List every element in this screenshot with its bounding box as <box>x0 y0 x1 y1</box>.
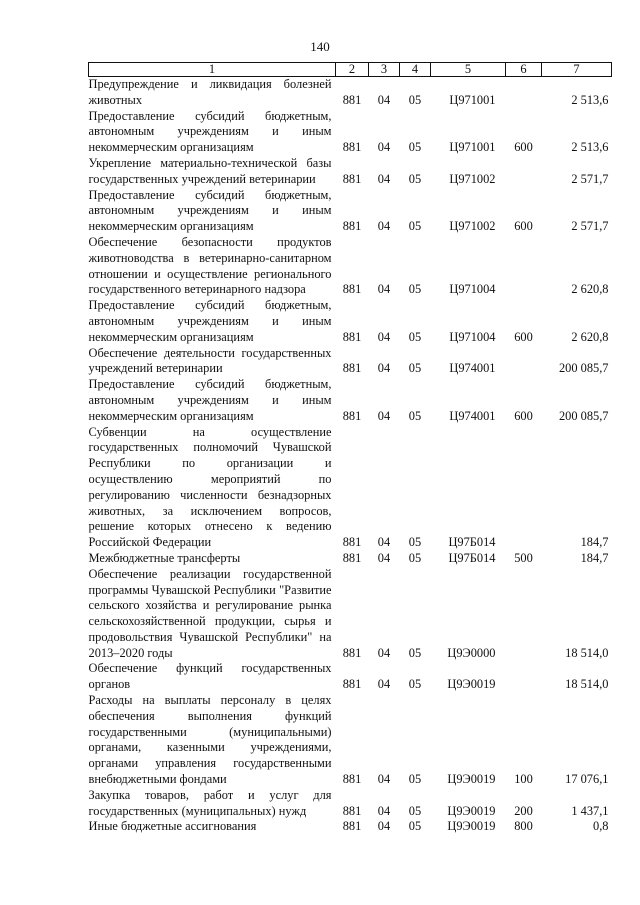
row-section: 04 <box>377 408 391 423</box>
row-expense-type: 500 <box>514 550 533 565</box>
row-target-code: Ц971001 <box>449 92 496 107</box>
row-target-code: Ц974001 <box>449 408 496 423</box>
row-name: Обеспечение деятельности государственных учреждений ветеринарии <box>88 345 332 376</box>
row-name: Иные бюджетные ассигнования <box>88 819 257 834</box>
row-target-code: Ц971002 <box>449 171 496 186</box>
table-row <box>89 188 612 235</box>
row-name: Межбюджетные трансферты <box>88 550 241 565</box>
row-section: 04 <box>377 140 391 155</box>
row-target-code: Ц9Э0019 <box>447 819 496 834</box>
row-expense-type <box>506 77 542 109</box>
table-row <box>89 235 612 298</box>
table-row <box>89 693 612 788</box>
row-grbs: 881 <box>342 140 362 155</box>
row-section: 04 <box>377 329 391 344</box>
header-col-4: 4 <box>400 63 431 77</box>
row-target-code: Ц971004 <box>449 282 496 297</box>
row-target-code: Ц9Э0000 <box>447 645 496 660</box>
row-section: 04 <box>377 361 391 376</box>
row-subsection: 05 <box>408 408 422 423</box>
row-subsection: 05 <box>408 803 422 818</box>
row-section: 04 <box>377 219 391 234</box>
row-subsection: 05 <box>408 819 422 834</box>
row-grbs: 881 <box>342 772 362 787</box>
row-expense-type <box>506 567 542 662</box>
row-amount: 200 085,7 <box>558 361 609 376</box>
row-grbs: 881 <box>342 92 362 107</box>
row-subsection: 05 <box>408 535 422 550</box>
row-expense-type: 600 <box>514 408 533 423</box>
row-grbs: 881 <box>342 171 362 186</box>
header-col-5: 5 <box>431 63 506 77</box>
table-row <box>89 77 612 109</box>
row-amount: 2 513,6 <box>571 140 609 155</box>
row-amount: 18 514,0 <box>565 645 609 660</box>
row-subsection: 05 <box>408 677 422 692</box>
row-target-code: Ц9Э0019 <box>447 772 496 787</box>
row-name: Предоставление субсидий бюджетным, автономным учреждениям и иным некоммерческим организациям <box>88 108 332 155</box>
row-target-code: Ц9Э0019 <box>447 677 496 692</box>
row-grbs: 881 <box>342 361 362 376</box>
row-name: Обеспечение безопасности продуктов животноводства в ветеринарно-санитарном отношении и осуществление регионального государственного ветеринарного надзора <box>88 234 332 297</box>
row-expense-type: 800 <box>514 819 533 834</box>
row-subsection: 05 <box>408 550 422 565</box>
row-amount: 2 571,7 <box>571 219 609 234</box>
row-grbs: 881 <box>342 645 362 660</box>
row-grbs: 881 <box>342 535 362 550</box>
row-section: 04 <box>377 282 391 297</box>
row-section: 04 <box>377 535 391 550</box>
row-target-code: Ц971004 <box>449 329 496 344</box>
row-name: Субвенции на осуществление государственных полномочий Чувашской Республики по организации и осуществлению мероприятий по регулированию численности безнадзорных животных, за исключением вопросов, решение которых отнесено к ведению Российской Федерации <box>88 424 332 550</box>
row-expense-type <box>506 661 542 693</box>
row-grbs: 881 <box>342 550 362 565</box>
row-amount: 2 571,7 <box>571 171 609 186</box>
row-expense-type <box>506 235 542 298</box>
header-col-7: 7 <box>542 63 612 77</box>
row-expense-type: 200 <box>514 803 533 818</box>
row-amount: 200 085,7 <box>558 408 609 423</box>
row-amount: 184,7 <box>580 550 609 565</box>
table-row <box>89 551 612 567</box>
row-subsection: 05 <box>408 772 422 787</box>
row-subsection: 05 <box>408 645 422 660</box>
row-subsection: 05 <box>408 282 422 297</box>
row-target-code: Ц97Б014 <box>448 550 496 565</box>
row-expense-type: 600 <box>514 219 533 234</box>
table-row <box>89 377 612 424</box>
row-expense-type <box>506 156 542 188</box>
row-subsection: 05 <box>408 329 422 344</box>
row-expense-type: 100 <box>514 772 533 787</box>
row-subsection: 05 <box>408 171 422 186</box>
header-col-6: 6 <box>506 63 542 77</box>
row-amount: 1 437,1 <box>571 803 609 818</box>
row-name: Предоставление субсидий бюджетным, автономным учреждениям и иным некоммерческим организациям <box>88 377 332 423</box>
row-expense-type: 600 <box>514 140 533 155</box>
header-col-2: 2 <box>336 63 369 77</box>
table-row <box>89 346 612 378</box>
row-grbs: 881 <box>342 408 362 423</box>
row-amount: 18 514,0 <box>565 677 609 692</box>
table-row <box>89 567 612 662</box>
row-expense-type <box>506 425 542 551</box>
row-amount: 2 513,6 <box>571 92 609 107</box>
row-subsection: 05 <box>408 219 422 234</box>
row-grbs: 881 <box>342 219 362 234</box>
row-name: Предоставление субсидий бюджетным, автономным учреждениям и иным некоммерческим организациям <box>88 187 332 234</box>
table-row <box>89 425 612 551</box>
table-row <box>89 661 612 693</box>
row-expense-type <box>506 346 542 378</box>
table-row <box>89 819 612 835</box>
table-header <box>89 63 612 77</box>
row-name: Обеспечение функций государственных органов <box>88 661 332 692</box>
row-section: 04 <box>377 772 391 787</box>
header-col-3: 3 <box>369 63 400 77</box>
page-number: 140 <box>310 39 330 54</box>
table-row <box>89 156 612 188</box>
row-name: Обеспечение реализации государственной программы Чувашской Республики "Развитие сельского хозяйства и регулирование рынка сельскохозяйственной продукции, сырья и продовольствия Чувашской Республики" на 2013–2020 годы <box>88 566 332 660</box>
row-amount: 17 076,1 <box>565 772 609 787</box>
row-section: 04 <box>377 92 391 107</box>
budget-table <box>88 62 612 835</box>
row-subsection: 05 <box>408 361 422 376</box>
row-name: Расходы на выплаты персоналу в целях обеспечения выполнения функций государственными (муниципальными) органами, казенными учреждениями, органами управления государственными внебюджетными фондами <box>88 693 332 787</box>
row-name: Предоставление субсидий бюджетным, автономным учреждениям и иным некоммерческим организациям <box>88 298 332 344</box>
row-section: 04 <box>377 677 391 692</box>
row-grbs: 881 <box>342 282 362 297</box>
row-target-code: Ц974001 <box>449 361 496 376</box>
row-amount: 184,7 <box>580 535 609 550</box>
row-name: Укрепление материально-технической базы государственных учреждений ветеринарии <box>88 155 332 186</box>
row-amount: 0,8 <box>593 819 609 834</box>
row-subsection: 05 <box>408 92 422 107</box>
row-expense-type: 600 <box>514 329 533 344</box>
row-target-code: Ц9Э0019 <box>447 803 496 818</box>
table-row <box>89 788 612 820</box>
row-section: 04 <box>377 171 391 186</box>
row-amount: 2 620,8 <box>571 282 609 297</box>
row-target-code: Ц971002 <box>449 219 496 234</box>
row-subsection: 05 <box>408 140 422 155</box>
row-section: 04 <box>377 803 391 818</box>
row-amount: 2 620,8 <box>571 329 609 344</box>
row-target-code: Ц97Б014 <box>448 535 496 550</box>
header-row <box>89 63 612 77</box>
row-grbs: 881 <box>342 803 362 818</box>
row-section: 04 <box>377 550 391 565</box>
row-target-code: Ц971001 <box>449 140 496 155</box>
table-row <box>89 298 612 345</box>
table-row <box>89 109 612 156</box>
row-name: Предупреждение и ликвидация болезней животных <box>88 77 332 107</box>
row-name: Закупка товаров, работ и услуг для государственных (муниципальных) нужд <box>88 787 332 818</box>
table-body <box>89 77 612 836</box>
row-grbs: 881 <box>342 329 362 344</box>
row-section: 04 <box>377 819 391 834</box>
row-grbs: 881 <box>342 677 362 692</box>
header-col-1: 1 <box>89 63 336 77</box>
row-grbs: 881 <box>342 819 362 834</box>
row-section: 04 <box>377 645 391 660</box>
